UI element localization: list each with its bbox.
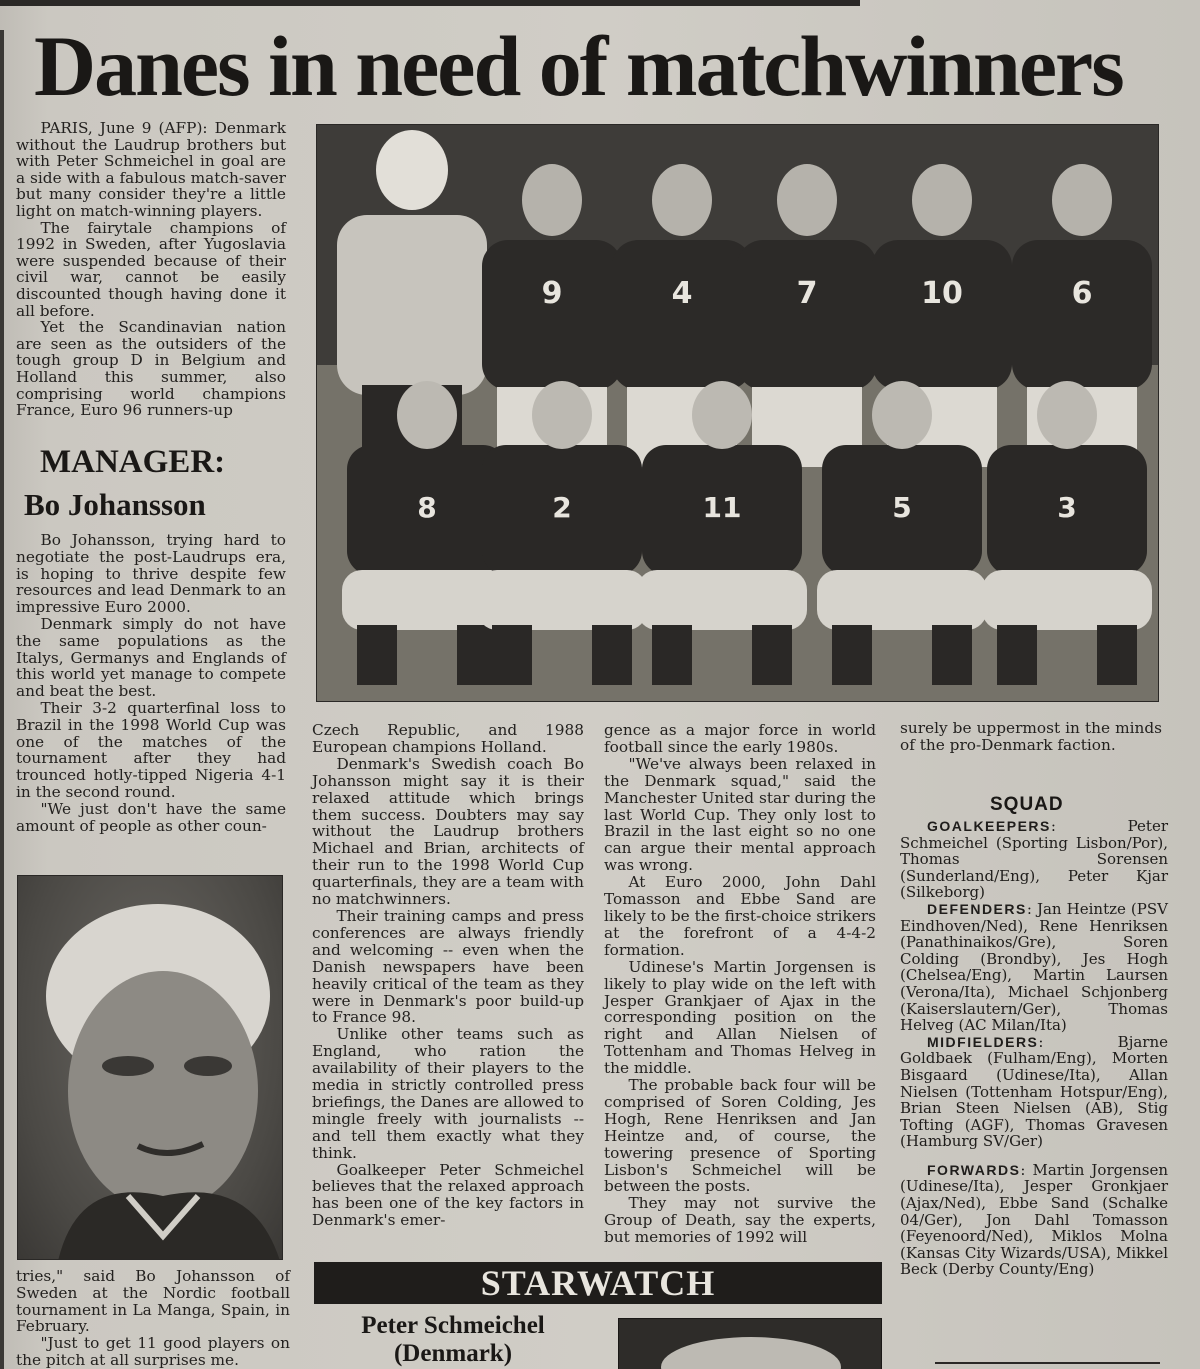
paragraph: Their 3-2 quarterfinal loss to Brazil in the 1998 World Cup was one of the matches of the tournament after they had trounced hotly-tipped Nigeria 4-1 in the second round.	[16, 698, 286, 801]
starwatch-player-country: (Denmark)	[393, 1340, 513, 1367]
manager-photo	[17, 875, 283, 1260]
jersey-number: 10	[921, 276, 963, 311]
squad-midfielders	[900, 1034, 1168, 1150]
paragraph: "We just don't have the same amount of people as other coun-	[16, 799, 286, 835]
paragraph: Denmark's Swedish coach Bo Johansson might say it is their relaxed attitude which brings them success. Doubters may say without the Laudrup brothers Michael and Brian, architects of their run to the 1998 World Cup quarterfinals, they are a team with no matchwinners.	[312, 754, 584, 909]
paragraph: At Euro 2000, John Dahl Tomasson and Ebbe Sand are likely to be the first-choice strikers at the forefront of a 4-4-2 formation.	[604, 873, 876, 959]
position-label: DEFENDERS	[927, 900, 1027, 917]
jersey-number: 9	[541, 276, 563, 311]
paragraph: tries," said Bo Johansson of Sweden at the Nordic football tournament in La Manga, Spain, in February.	[16, 1267, 290, 1336]
squad-title: SQUAD	[990, 794, 1064, 815]
jersey-number: 5	[892, 491, 912, 524]
article-column-3	[604, 722, 876, 1246]
paragraph: "We've always been relaxed in the Denmark squad," said the Manchester United star during the last World Cup. They only lost to Brazil in the last eight so no one can argue their mental approach was wrong.	[604, 754, 876, 875]
manager-name: Bo Johansson	[24, 487, 206, 522]
paragraph: Goalkeeper Peter Schmeichel believes that the relaxed approach has been one of the key factors in Denmark's emer-	[312, 1160, 584, 1230]
squad-list	[900, 818, 1168, 1278]
position-label: MIDFIELDERS	[927, 1033, 1039, 1050]
team-photo-graphic	[317, 125, 1159, 702]
team-photo	[316, 124, 1159, 702]
jersey-number: 2	[552, 491, 572, 524]
starwatch-player-name: Peter Schmeichel	[361, 1312, 545, 1339]
paragraph: "Just to get 11 good players on the pitch at all surprises me.	[16, 1334, 290, 1369]
jersey-number: 11	[702, 491, 742, 524]
starwatch-banner: STARWATCH	[314, 1262, 882, 1304]
squad-defenders	[900, 901, 1168, 1034]
left-column-rule	[0, 30, 4, 1369]
position-players: : Martin Jorgensen (Udinese/Ita), Jesper Gronkjaer (Ajax/Ned), Ebbe Sand (Schalke 04/Ger), Jon Dahl Tomasson (Feyenoord/Ned), Miklos Molna (Kansas City Wizards/USA), Mikkel Beck (Derby County/Eng)	[900, 1160, 1168, 1279]
top-rule	[0, 0, 860, 6]
squad-goalkeepers	[900, 818, 1168, 901]
article-column-1-continued	[16, 1268, 290, 1369]
paragraph: Denmark simply do not have the same populations as the Italys, Germanys and Englands of this world yet manage to compete and beat the best.	[16, 614, 286, 701]
paragraph: Yet the Scandinavian nation are seen as the outsiders of the tough group D in Belgium and Holland this summer, also comprising world champions France, Euro 96 runners-up	[16, 318, 286, 420]
position-players: : Peter Schmeichel (Sporting Lisbon/Por), Thomas Sorensen (Sunderland/Eng), Peter Kjar (Silkeborg)	[900, 817, 1168, 902]
article-column-1-manager	[16, 532, 286, 834]
paragraph: The probable back four will be comprised of Soren Colding, Jes Hogh, Rene Henriksen and Jan Heintze and, of course, the towering presence of Sporting Lisbon's Schmeichel will be between the posts.	[604, 1076, 876, 1196]
jersey-number: 3	[1057, 491, 1077, 524]
position-label: FORWARDS	[927, 1161, 1021, 1178]
paragraph: The fairytale champions of 1992 in Sweden, after Yugoslavia were suspended because of their civil war, cannot be easily discounted though having done it all before.	[16, 218, 286, 320]
article-column-4	[900, 720, 1162, 754]
jersey-number: 6	[1071, 276, 1093, 311]
paragraph: Czech Republic, and 1988 European champions Holland.	[312, 721, 584, 756]
paragraph: Unlike other teams such as England, who ration the availability of their players to the media in strictly controlled press briefings, the Danes are allowed to mingle freely with journalists -- and tell them exactly what they think.	[312, 1025, 585, 1162]
paragraph: surely be uppermost in the minds of the pro-Denmark faction.	[900, 719, 1162, 754]
headline: Danes in need of matchwinners	[34, 18, 1123, 114]
paragraph: gence as a major force in world football since the early 1980s.	[604, 721, 876, 756]
starwatch-player	[314, 1312, 592, 1368]
paragraph: Udinese's Martin Jorgensen is likely to play wide on the left with Jesper Grankjaer of Ajax in the corresponding position on the right and Allan Nielsen of Tottenham and Thomas Helveg in the middle.	[604, 957, 876, 1078]
jersey-number: 4	[671, 276, 693, 311]
position-players: : Jan Heintze (PSV Eindhoven/Ned), Rene Henriksen (Panathinaikos/Gre), Soren Colding (Brondby), Jes Hogh (Chelsea/Eng), Martin Laursen (Verona/Ita), Michael Schjonberg (Kaiserslautern/Ger), Thomas Helveg (AC Milan/Ita)	[900, 899, 1168, 1035]
jersey-number: 7	[796, 276, 818, 311]
paragraph: Their training camps and press conferences are always friendly and welcoming -- even when the Danish newspapers have been heavily critical of the team as they were in Denmark's poor build-up to France 98.	[312, 906, 584, 1027]
squad-forwards	[900, 1162, 1168, 1278]
article-column-2	[312, 722, 584, 1229]
article-column-1	[16, 120, 286, 419]
position-players: : Bjarne Goldbaek (Fulham/Eng), Morten Bisgaard (Udinese/Ita), Allan Nielsen (Tottenham Hotspur/Eng), Brian Steen Nielsen (AB), Stig Tofting (AGF), Thomas Gravesen (Hamburg SV/Ger)	[900, 1032, 1168, 1151]
manager-label: MANAGER:	[40, 444, 226, 480]
paragraph: Bo Johansson, trying hard to negotiate the post-Laudrups era, is hoping to thrive despite few resources and lead Denmark to an impressive Euro 2000.	[16, 531, 286, 617]
position-label: GOALKEEPERS	[927, 818, 1051, 834]
jersey-number: 8	[417, 491, 437, 524]
paragraph: PARIS, June 9 (AFP): Denmark without the Laudrup brothers but with Peter Schmeichel in goal are a side with a fabulous match-saver but many consider they're a little light on match-winning players.	[16, 119, 286, 220]
starwatch-photo	[618, 1318, 882, 1369]
bottom-rule	[935, 1362, 1160, 1364]
paragraph: They may not survive the Group of Death, say the experts, but memories of 1992 will	[604, 1194, 876, 1247]
